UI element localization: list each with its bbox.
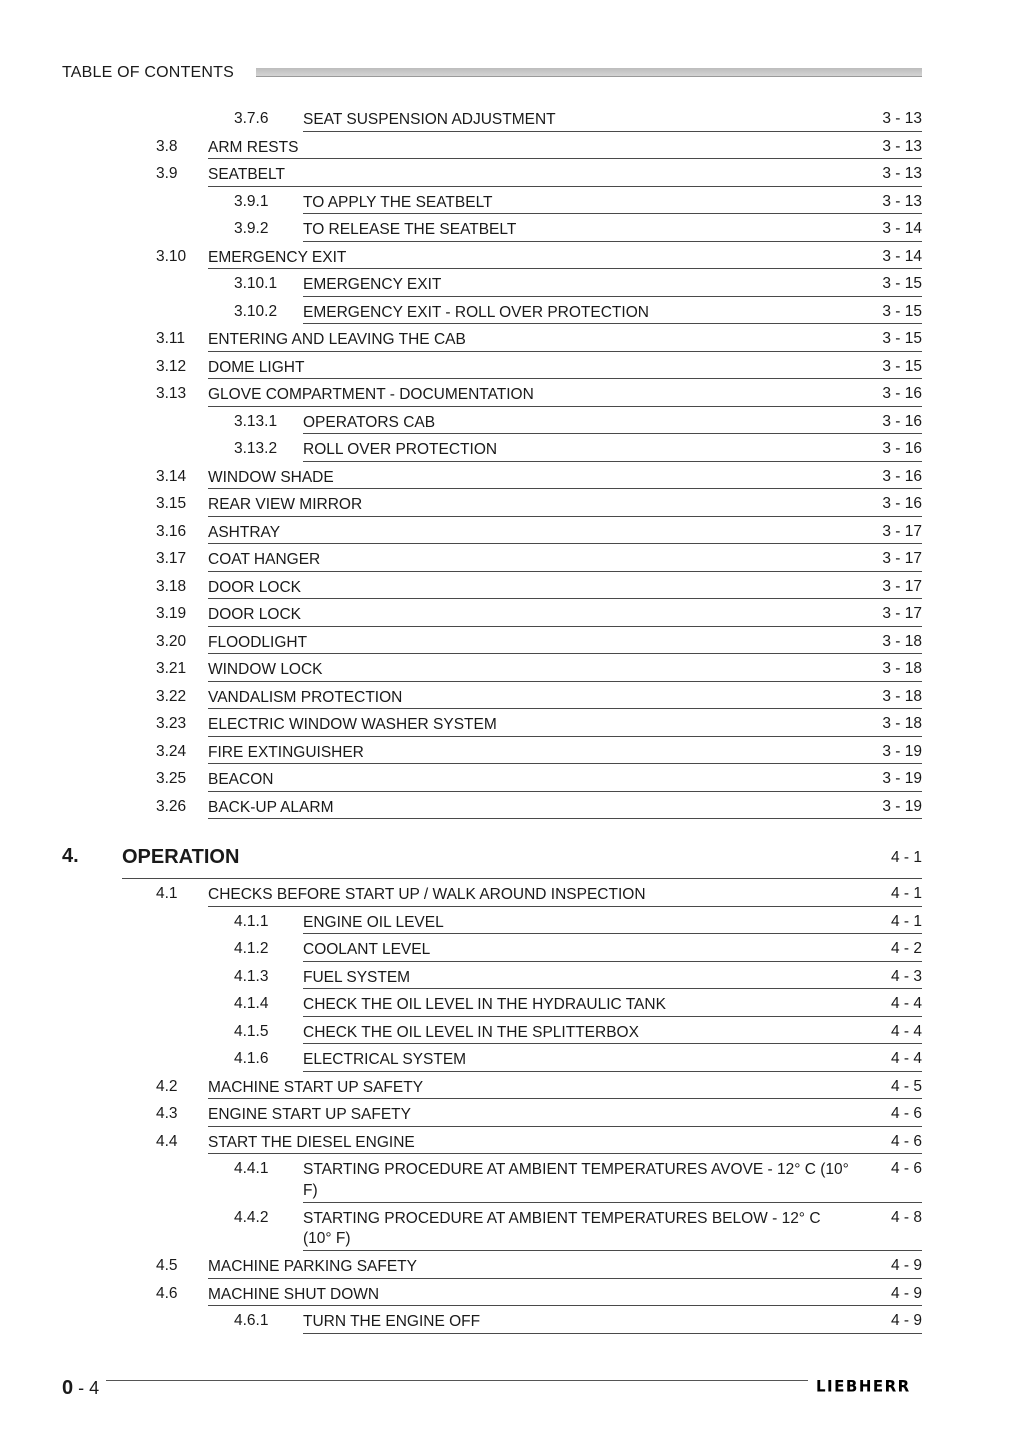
toc-entry-page[interactable]: 4 - 4 bbox=[890, 1022, 922, 1040]
toc-entry-line bbox=[208, 885, 922, 907]
toc-entry-number: 3.11 bbox=[156, 330, 186, 347]
toc-entry-page[interactable]: 3 - 19 bbox=[882, 797, 922, 815]
toc-entry-page[interactable]: 4 - 1 bbox=[890, 849, 922, 866]
toc-entry-row[interactable] bbox=[0, 599, 1024, 627]
toc-entry-title[interactable]: VANDALISM PROTECTION bbox=[208, 688, 403, 706]
toc-entry-line bbox=[208, 330, 922, 352]
toc-entry-title[interactable]: ELECTRIC WINDOW WASHER SYSTEM bbox=[208, 716, 497, 733]
toc-entry-number: 3.10 bbox=[156, 247, 187, 265]
toc-entry-page[interactable]: 3 - 13 bbox=[882, 137, 922, 155]
toc-entry-title[interactable]: CHECK THE OIL LEVEL IN THE HYDRAULIC TANK bbox=[303, 996, 666, 1013]
toc-entry-title[interactable]: COOLANT LEVEL bbox=[303, 941, 431, 958]
brand-logo: LIEBHERR bbox=[816, 1377, 911, 1396]
toc-entry-page[interactable]: 3 - 14 bbox=[882, 220, 922, 237]
toc-entry-page[interactable]: 4 - 4 bbox=[890, 995, 922, 1012]
toc-entry-title[interactable]: STARTING PROCEDURE AT AMBIENT TEMPERATURES AVOVE - 12° C (10° F) bbox=[303, 1161, 849, 1199]
toc-entry-row[interactable] bbox=[0, 324, 1024, 352]
toc-entry-line bbox=[303, 1209, 922, 1252]
toc-entry-number: 3.13.1 bbox=[234, 412, 278, 430]
toc-entry-row[interactable] bbox=[0, 989, 1024, 1017]
toc-entry-row[interactable] bbox=[0, 934, 1024, 962]
toc-entry-number: 4. bbox=[62, 845, 79, 867]
toc-entry-line bbox=[208, 798, 922, 820]
toc-entry-row[interactable] bbox=[0, 462, 1024, 490]
toc-entry-page[interactable]: 3 - 16 bbox=[882, 467, 922, 485]
toc-entry-number: 3.9 bbox=[156, 165, 178, 182]
toc-entry-row[interactable] bbox=[0, 489, 1024, 517]
toc-entry-row[interactable] bbox=[0, 104, 1024, 132]
toc-entry-page[interactable]: 3 - 16 bbox=[882, 412, 922, 430]
toc-entry-line bbox=[208, 633, 922, 655]
toc-entry-page[interactable]: 3 - 15 bbox=[882, 302, 922, 320]
toc-entry-title[interactable]: BEACON bbox=[208, 771, 274, 788]
toc-entry-row[interactable] bbox=[0, 187, 1024, 215]
toc-entry-number: 4.1.2 bbox=[234, 940, 269, 957]
toc-entry-page[interactable]: 4 - 2 bbox=[890, 940, 922, 957]
toc-entry-line bbox=[303, 220, 922, 242]
toc-entry-row[interactable] bbox=[0, 517, 1024, 545]
toc-entry-title[interactable]: MACHINE START UP SAFETY bbox=[208, 1078, 424, 1096]
toc-entry-title[interactable]: CHECKS BEFORE START UP / WALK AROUND INSPECTION bbox=[208, 886, 646, 903]
toc-entry-row[interactable] bbox=[0, 682, 1024, 710]
toc-entry-page[interactable]: 4 - 6 bbox=[890, 1105, 922, 1122]
toc-entry-title[interactable]: ENGINE START UP SAFETY bbox=[208, 1106, 411, 1123]
toc-entry-number: 3.21 bbox=[156, 660, 187, 677]
toc-entry-row[interactable] bbox=[0, 544, 1024, 572]
toc-entry-row[interactable] bbox=[0, 1203, 1024, 1252]
toc-entry-number: 3.9.2 bbox=[234, 220, 269, 237]
toc-entry-page[interactable]: 3 - 18 bbox=[882, 660, 922, 677]
toc-entry-line bbox=[208, 248, 922, 270]
toc-entry-page[interactable]: 4 - 5 bbox=[890, 1077, 922, 1095]
toc-entry-line bbox=[208, 495, 922, 517]
toc-entry-title[interactable]: DOOR LOCK bbox=[208, 578, 302, 596]
toc-entry-line bbox=[208, 1257, 922, 1279]
toc-entry-line bbox=[208, 358, 922, 380]
toc-entry-number: 3.18 bbox=[156, 577, 187, 595]
toc-entry-line bbox=[303, 1312, 922, 1334]
toc-entry-title[interactable]: FUEL SYSTEM bbox=[303, 968, 411, 986]
toc-entry-title[interactable]: EMERGENCY EXIT bbox=[208, 248, 347, 266]
toc-entry-page[interactable]: 4 - 1 bbox=[890, 912, 922, 930]
toc-entry-line bbox=[208, 1078, 922, 1100]
toc-entry-line bbox=[208, 550, 922, 572]
toc-entry-line bbox=[303, 913, 922, 935]
toc-entry-line bbox=[303, 968, 922, 990]
toc-entry-line bbox=[122, 845, 922, 879]
toc-entry-page[interactable]: 3 - 18 bbox=[882, 632, 922, 650]
toc-entry-line bbox=[303, 110, 922, 132]
footer-separator: - bbox=[73, 1378, 90, 1398]
toc-entry-number: 4.4.2 bbox=[234, 1208, 269, 1226]
toc-entry-number: 4.4 bbox=[156, 1132, 178, 1150]
toc-entry-line bbox=[208, 1133, 922, 1155]
toc-entry-number: 3.26 bbox=[156, 797, 187, 815]
toc-entry-title[interactable]: ELECTRICAL SYSTEM bbox=[303, 1051, 467, 1068]
toc-entry-line bbox=[208, 1105, 922, 1127]
toc-entry-number: 3.13 bbox=[156, 385, 187, 402]
toc-entry-line bbox=[303, 303, 922, 325]
toc-entry-row[interactable] bbox=[0, 1279, 1024, 1307]
toc-entry-title[interactable]: DOOR LOCK bbox=[208, 606, 302, 623]
toc-entry-row[interactable] bbox=[0, 737, 1024, 765]
toc-entry-line bbox=[208, 605, 922, 627]
toc-entry-number: 3.7.6 bbox=[234, 110, 269, 127]
toc-entry-title[interactable]: ASHTRAY bbox=[208, 523, 281, 541]
toc-entry-title[interactable]: TURN THE ENGINE OFF bbox=[303, 1313, 481, 1330]
toc-entry-title[interactable]: MACHINE PARKING SAFETY bbox=[208, 1258, 417, 1275]
toc-entry-number: 3.19 bbox=[156, 605, 187, 622]
toc-entry-row[interactable] bbox=[0, 764, 1024, 792]
toc-entry-page[interactable]: 3 - 13 bbox=[882, 165, 922, 182]
toc-entry-number: 4.1.6 bbox=[234, 1050, 269, 1067]
toc-entry-page[interactable]: 4 - 9 bbox=[890, 1284, 922, 1302]
toc-entry-number: 4.1 bbox=[156, 885, 178, 902]
toc-entry-row[interactable] bbox=[0, 1306, 1024, 1334]
toc-entry-row[interactable] bbox=[0, 654, 1024, 682]
toc-entry-number: 3.23 bbox=[156, 715, 187, 732]
toc-entry-page[interactable]: 3 - 17 bbox=[882, 577, 922, 595]
toc-entry-page[interactable]: 3 - 16 bbox=[882, 440, 922, 457]
toc-entry-number: 3.15 bbox=[156, 495, 187, 512]
toc-entry-line bbox=[208, 770, 922, 792]
toc-entry-number: 4.3 bbox=[156, 1105, 178, 1122]
toc-entry-number: 3.8 bbox=[156, 137, 178, 155]
footer-chapter: 0 bbox=[62, 1377, 74, 1399]
footer-rule bbox=[106, 1380, 808, 1381]
toc-entry-row[interactable] bbox=[0, 907, 1024, 935]
toc-entry-line bbox=[303, 413, 922, 435]
toc-entry-number: 4.1.4 bbox=[234, 995, 269, 1012]
toc-entry-title[interactable]: SEATBELT bbox=[208, 166, 285, 183]
toc-entry-title[interactable]: DOME LIGHT bbox=[208, 358, 305, 376]
toc-entry-row[interactable] bbox=[0, 962, 1024, 990]
toc-entry-number: 3.9.1 bbox=[234, 192, 269, 210]
toc-entry-line bbox=[303, 1050, 922, 1072]
toc-entry-row[interactable] bbox=[0, 214, 1024, 242]
toc-entry-title[interactable]: CHECK THE OIL LEVEL IN THE SPLITTERBOX bbox=[303, 1023, 639, 1041]
toc-entry-row[interactable] bbox=[0, 792, 1024, 820]
toc-entry-page[interactable]: 3 - 16 bbox=[882, 495, 922, 512]
toc-entry-row[interactable] bbox=[0, 159, 1024, 187]
toc-entry-line bbox=[208, 1285, 922, 1307]
toc-list bbox=[0, 104, 1024, 1334]
toc-entry-page[interactable]: 3 - 14 bbox=[882, 247, 922, 265]
toc-entry-number: 3.14 bbox=[156, 467, 187, 485]
toc-entry-number: 4.1.1 bbox=[234, 912, 269, 930]
toc-entry-row[interactable] bbox=[0, 352, 1024, 380]
toc-entry-number: 4.1.3 bbox=[234, 967, 269, 985]
toc-entry-title[interactable]: STARTING PROCEDURE AT AMBIENT TEMPERATURES BELOW - 12° C (10° F) bbox=[303, 1209, 821, 1247]
toc-entry-page[interactable]: 4 - 4 bbox=[890, 1050, 922, 1067]
toc-entry-title[interactable]: OPERATORS CAB bbox=[303, 413, 436, 431]
toc-entry-row[interactable] bbox=[0, 1099, 1024, 1127]
toc-entry-number: 3.13.2 bbox=[234, 440, 278, 457]
toc-entry-line bbox=[303, 440, 922, 462]
toc-entry-row[interactable] bbox=[0, 269, 1024, 297]
toc-entry-page[interactable]: 4 - 9 bbox=[890, 1312, 922, 1329]
toc-entry-title[interactable]: ENTERING AND LEAVING THE CAB bbox=[208, 331, 466, 348]
toc-entry-page[interactable]: 4 - 6 bbox=[890, 1160, 922, 1177]
toc-entry-page[interactable]: 4 - 1 bbox=[890, 885, 922, 902]
toc-entry-title[interactable]: TO RELEASE THE SEATBELT bbox=[303, 221, 517, 238]
toc-entry-page[interactable]: 3 - 13 bbox=[882, 192, 922, 210]
toc-entry-page[interactable]: 4 - 8 bbox=[890, 1208, 922, 1226]
toc-entry-title[interactable]: START THE DIESEL ENGINE bbox=[208, 1133, 415, 1151]
toc-entry-line bbox=[303, 995, 922, 1017]
footer-page: 4 bbox=[89, 1378, 100, 1398]
toc-entry-row[interactable] bbox=[0, 627, 1024, 655]
toc-entry-line bbox=[208, 468, 922, 490]
toc-entry-row[interactable] bbox=[0, 1044, 1024, 1072]
toc-entry-page[interactable]: 4 - 3 bbox=[890, 967, 922, 985]
toc-entry-line bbox=[303, 1160, 922, 1203]
toc-entry-title[interactable]: SEAT SUSPENSION ADJUSTMENT bbox=[303, 111, 556, 128]
toc-entry-line bbox=[208, 660, 922, 682]
toc-entry-title[interactable]: GLOVE COMPARTMENT - DOCUMENTATION bbox=[208, 386, 534, 403]
toc-entry-row[interactable] bbox=[0, 572, 1024, 600]
toc-entry-row[interactable] bbox=[0, 1127, 1024, 1155]
toc-entry-line bbox=[303, 193, 922, 215]
toc-entry-title[interactable]: EMERGENCY EXIT bbox=[303, 276, 442, 293]
toc-entry-row[interactable] bbox=[0, 379, 1024, 407]
toc-entry-row[interactable] bbox=[0, 242, 1024, 270]
toc-entry-row[interactable] bbox=[0, 879, 1024, 907]
toc-entry-row[interactable] bbox=[0, 132, 1024, 160]
toc-entry-page[interactable]: 3 - 17 bbox=[882, 605, 922, 622]
footer-page-number bbox=[62, 1377, 99, 1400]
toc-entry-line bbox=[303, 940, 922, 962]
toc-entry-line bbox=[208, 523, 922, 545]
toc-entry-number: 3.20 bbox=[156, 632, 187, 650]
toc-entry-title[interactable]: REAR VIEW MIRROR bbox=[208, 496, 363, 513]
toc-entry-row[interactable] bbox=[0, 1072, 1024, 1100]
toc-entry-page[interactable]: 3 - 18 bbox=[882, 687, 922, 705]
toc-entry-line bbox=[303, 275, 922, 297]
toc-entry-line bbox=[208, 688, 922, 710]
toc-entry-line bbox=[208, 385, 922, 407]
toc-entry-page[interactable]: 3 - 19 bbox=[882, 742, 922, 760]
toc-entry-row[interactable] bbox=[0, 1154, 1024, 1203]
toc-entry-number: 4.2 bbox=[156, 1077, 178, 1095]
toc-entry-line bbox=[208, 578, 922, 600]
toc-entry-row[interactable] bbox=[0, 407, 1024, 435]
toc-entry-page[interactable]: 3 - 15 bbox=[882, 330, 922, 347]
toc-entry-page[interactable]: 3 - 13 bbox=[882, 110, 922, 127]
toc-entry-page[interactable]: 3 - 15 bbox=[882, 357, 922, 375]
toc-entry-number: 4.5 bbox=[156, 1257, 178, 1274]
toc-entry-line bbox=[208, 715, 922, 737]
toc-entry-title[interactable]: ENGINE OIL LEVEL bbox=[303, 913, 444, 931]
toc-entry-row[interactable] bbox=[0, 709, 1024, 737]
toc-entry-number: 3.25 bbox=[156, 770, 187, 787]
toc-entry-number: 4.6.1 bbox=[234, 1312, 269, 1329]
toc-entry-number: 4.4.1 bbox=[234, 1160, 269, 1177]
toc-entry-number: 4.1.5 bbox=[234, 1022, 269, 1040]
toc-entry-title[interactable]: FLOODLIGHT bbox=[208, 633, 308, 651]
toc-entry-number: 3.10.2 bbox=[234, 302, 278, 320]
toc-entry-title[interactable]: MACHINE SHUT DOWN bbox=[208, 1285, 380, 1303]
toc-entry-number: 3.24 bbox=[156, 742, 187, 760]
toc-entry-number: 3.10.1 bbox=[234, 275, 278, 292]
toc-entry-number: 3.17 bbox=[156, 550, 187, 567]
toc-entry-number: 3.12 bbox=[156, 357, 187, 375]
toc-entry-title[interactable]: BACK-UP ALARM bbox=[208, 798, 334, 816]
toc-entry-title[interactable]: OPERATION bbox=[122, 846, 240, 868]
toc-entry-title[interactable]: WINDOW LOCK bbox=[208, 661, 323, 678]
toc-entry-row[interactable] bbox=[0, 297, 1024, 325]
toc-entry-title[interactable]: EMERGENCY EXIT - ROLL OVER PROTECTION bbox=[303, 303, 649, 321]
toc-entry-line bbox=[208, 743, 922, 765]
toc-entry-title[interactable]: TO APPLY THE SEATBELT bbox=[303, 193, 493, 211]
toc-entry-title[interactable]: WINDOW SHADE bbox=[208, 468, 334, 486]
toc-entry-number: 3.16 bbox=[156, 522, 187, 540]
toc-entry-number: 4.6 bbox=[156, 1284, 178, 1302]
toc-entry-page[interactable]: 3 - 18 bbox=[882, 715, 922, 732]
toc-entry-page[interactable]: 3 - 16 bbox=[882, 385, 922, 402]
toc-entry-title[interactable]: ROLL OVER PROTECTION bbox=[303, 441, 498, 458]
header-title: TABLE OF CONTENTS bbox=[62, 64, 235, 81]
toc-chapter-row[interactable] bbox=[0, 819, 1024, 879]
toc-entry-row[interactable] bbox=[0, 1251, 1024, 1279]
toc-entry-page[interactable]: 4 - 6 bbox=[890, 1132, 922, 1150]
toc-entry-title[interactable]: ARM RESTS bbox=[208, 138, 299, 156]
toc-entry-page[interactable]: 3 - 19 bbox=[882, 770, 922, 787]
toc-entry-page[interactable]: 3 - 17 bbox=[882, 522, 922, 540]
toc-entry-page[interactable]: 3 - 15 bbox=[882, 275, 922, 292]
toc-entry-title[interactable]: COAT HANGER bbox=[208, 551, 321, 568]
toc-entry-line bbox=[303, 1023, 922, 1045]
toc-entry-row[interactable] bbox=[0, 434, 1024, 462]
toc-entry-line bbox=[208, 138, 922, 160]
toc-entry-title[interactable]: FIRE EXTINGUISHER bbox=[208, 743, 364, 761]
toc-entry-line bbox=[208, 165, 922, 187]
toc-entry-page[interactable]: 3 - 17 bbox=[882, 550, 922, 567]
toc-entry-row[interactable] bbox=[0, 1017, 1024, 1045]
toc-entry-number: 3.22 bbox=[156, 687, 187, 705]
header-rule bbox=[256, 68, 922, 77]
toc-entry-page[interactable]: 4 - 9 bbox=[890, 1257, 922, 1274]
